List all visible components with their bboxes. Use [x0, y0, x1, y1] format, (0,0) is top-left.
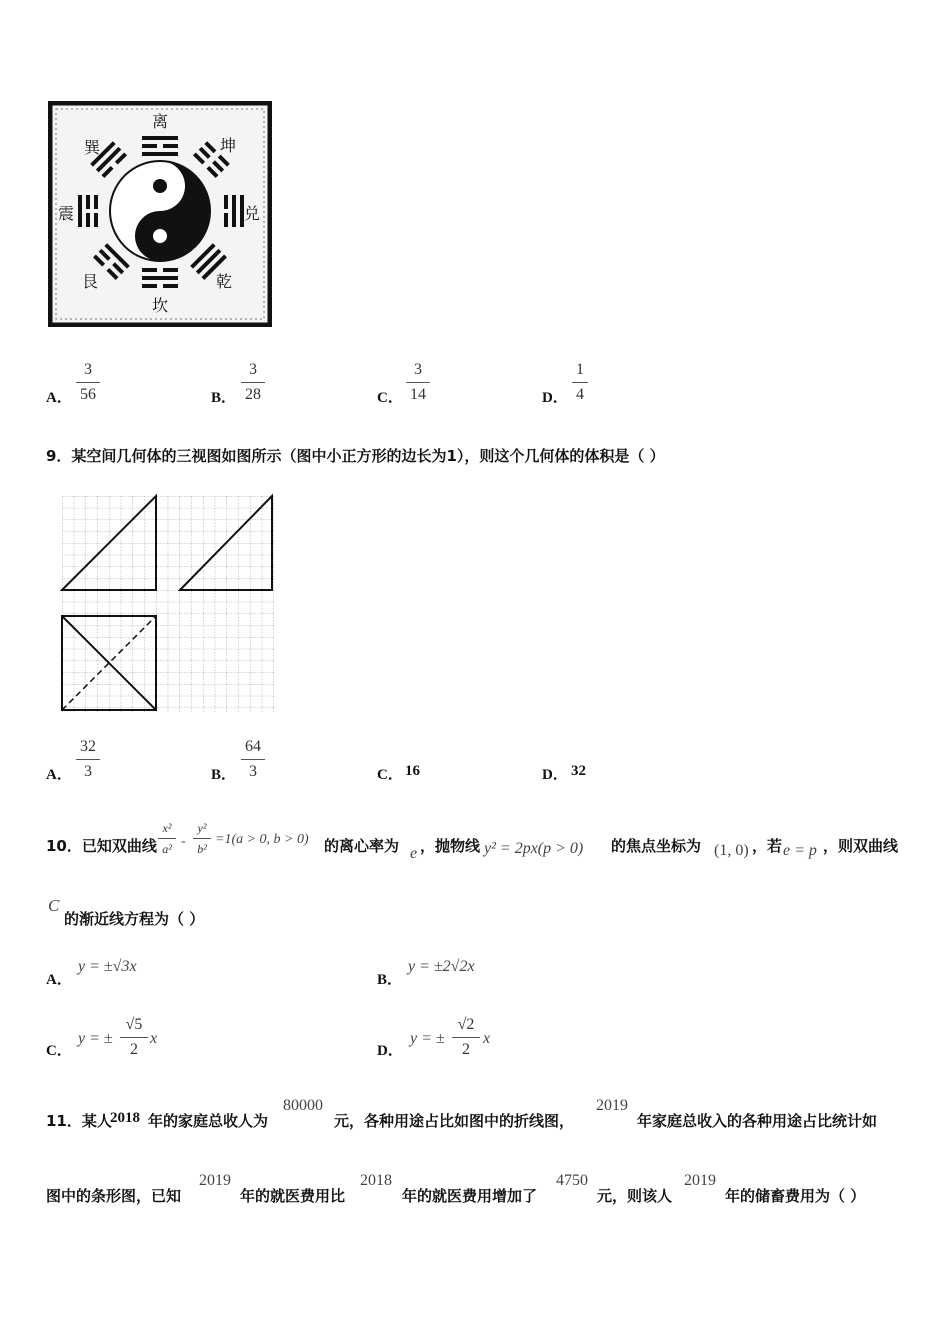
- q10-focus-point: (1, 0): [714, 842, 749, 859]
- q11-line2-e: 年的储畜费用为（ ）: [725, 1187, 866, 1205]
- q9-stem: 9．某空间几何体的三视图如图所示（图中小正方形的边长为1），则这个几何体的体积是（ ）: [46, 447, 665, 465]
- trigram-label-li: 离: [152, 112, 169, 131]
- q10-text-asymptote: 的渐近线方程为（ ）: [64, 910, 205, 928]
- q11-line2-b: 年的就医费用比: [240, 1187, 346, 1205]
- q11-line1-e: 年家庭总收入的各种用途占比统计如: [637, 1112, 878, 1130]
- q11-year-2019-c: 2019: [684, 1172, 716, 1189]
- q11-line1-d: 元，各种用途占比如图中的折线图，: [334, 1112, 575, 1130]
- q11-income: 80000: [283, 1097, 323, 1114]
- q10-parabola-eq: y² = 2px(p > 0): [484, 840, 584, 857]
- trigram-label-kun: 坤: [220, 136, 237, 155]
- q11-line2-c: 年的就医费用增加了: [402, 1187, 538, 1205]
- q10-option-d-fraction: √2 2: [452, 1015, 480, 1060]
- taiji-symbol: [110, 161, 210, 261]
- q10-option-b-expr: y = ±2√2x: [408, 958, 475, 975]
- three-view-figure: [58, 492, 278, 716]
- q11-year-2019-a: 2019: [596, 1097, 628, 1114]
- q10-hyperbola-frac-y: y² b²: [193, 820, 211, 857]
- q11-line1-a: 11．某人: [46, 1112, 112, 1130]
- q9-option-d-value: 32: [571, 763, 586, 779]
- q10-minus: -: [181, 834, 186, 849]
- q9-option-a-label: A．: [46, 767, 72, 783]
- q9-option-d-label: D．: [542, 767, 568, 783]
- q10-text-parabola: ，抛物线: [420, 837, 481, 855]
- q10-option-a-expr: y = ±√3x: [78, 958, 137, 975]
- q9-option-b-fraction: 64 3: [241, 737, 265, 782]
- q9-option-a-fraction: 32 3: [76, 737, 100, 782]
- q10-condition: e = p: [783, 842, 817, 859]
- q10-text-focus: 的焦点坐标为: [611, 837, 702, 855]
- q10-option-a-label: A．: [46, 972, 72, 988]
- q9-option-c-label: C．: [377, 767, 403, 783]
- q10-C: C: [48, 896, 60, 915]
- q11-line1-c: 年的家庭总收人为: [148, 1112, 269, 1130]
- q11-year-2018: 2018: [110, 1110, 140, 1126]
- trigram-label-qian: 乾: [216, 272, 233, 291]
- q10-hyperbola-condition: =1(a > 0, b > 0): [215, 832, 309, 847]
- q10-option-c-fraction: √5 2: [120, 1015, 148, 1060]
- trigram-label-xun: 巽: [84, 138, 101, 157]
- trigram-label-kan: 坎: [152, 296, 169, 315]
- bagua-figure: [48, 101, 272, 327]
- q10-option-c-post: x: [150, 1030, 158, 1047]
- q10-option-c-pre: y = ±: [78, 1030, 113, 1047]
- q11-year-2019-b: 2019: [199, 1172, 231, 1189]
- q10-option-b-label: B．: [377, 972, 403, 988]
- q11-line2-d: 元，则该人: [597, 1187, 673, 1205]
- three-view-diagram: [58, 492, 278, 716]
- q10-text-hyperbola: ，则双曲线: [823, 837, 899, 855]
- q10-option-d-pre: y = ±: [410, 1030, 445, 1047]
- q8-option-b-label: B．: [211, 390, 237, 406]
- q10-text-if: ，若: [752, 837, 783, 855]
- q8-option-d-label: D．: [542, 390, 568, 406]
- q8-option-a-label: A．: [46, 390, 72, 406]
- q10-e: e: [410, 845, 418, 862]
- q8-option-b-fraction: 3 28: [241, 360, 265, 405]
- q8-option-c-fraction: 3 14: [406, 360, 430, 405]
- trigram-label-zhen: 震: [58, 204, 75, 223]
- q10-hyperbola-frac-x: x² a²: [158, 820, 176, 857]
- trigram-label-gen: 艮: [82, 272, 99, 291]
- q8-option-a-fraction: 3 56: [76, 360, 100, 405]
- q8-option-c-label: C．: [377, 390, 403, 406]
- q11-year-2018-b: 2018: [360, 1172, 392, 1189]
- q10-text-eccentricity: 的离心率为: [324, 837, 400, 855]
- trigram-label-dui: 兑: [244, 204, 261, 223]
- q9-option-c-value: 16: [405, 763, 420, 779]
- q10-prefix: 10．已知双曲线: [46, 837, 157, 855]
- q10-option-d-label: D．: [377, 1043, 403, 1059]
- q11-increase: 4750: [556, 1172, 588, 1189]
- q10-option-d-post: x: [483, 1030, 491, 1047]
- q8-option-d-fraction: 1 4: [572, 360, 588, 405]
- q11-line2-a: 图中的条形图，已知: [46, 1187, 182, 1205]
- q10-option-c-label: C．: [46, 1043, 72, 1059]
- q9-option-b-label: B．: [211, 767, 237, 783]
